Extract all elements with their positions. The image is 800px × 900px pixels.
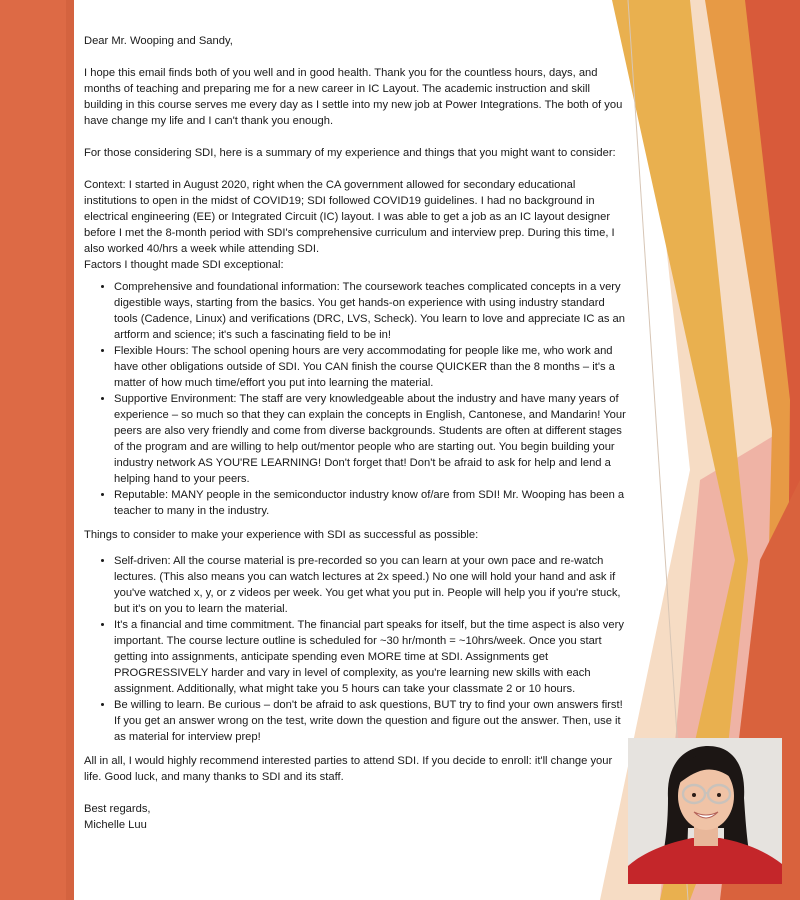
factor-item: • Reputable: MANY people in the semiconductor industry know of/are from SDI! Mr. Wooping has been a teacher to many in the industry.	[114, 487, 630, 519]
summary-intro: For those considering SDI, here is a summary of my experience and things that you might want to consider:	[84, 147, 616, 159]
greeting: Dear Mr. Wooping and Sandy,	[84, 35, 233, 47]
left-orange-band	[0, 0, 74, 900]
left-band-shadow	[66, 0, 74, 900]
consideration-item: • It's a financial and time commitment. The financial part speaks for itself, but the time aspect is also very important. The course lecture outline is scheduled for ~30 hr/month = ~10hrs/week. Once you start getting into assignments, anticipate spending even MORE time at SDI. Assignments get PROGRESSIVELY harder and vary in level of complexity, as you're learning new skills with each assignment. Additionally, what might take you 5 hours can take your classmate 2 or 10 hours.	[114, 617, 630, 697]
eye-right-icon	[717, 793, 721, 797]
factor-item: • Comprehensive and foundational information: The coursework teaches complicated concepts in a very digestible ways, starting from the basics. You get hands-on experience with using industry standard tools (Cadence, Linux) and verifications (DRC, LVS, Scheck). You learn to love and appreciate IC as an artform and science; it's such a fascinating field to be in!	[114, 279, 630, 343]
signature: Michelle Luu	[84, 819, 147, 831]
factor-item: • Supportive Environment: The staff are very knowledgeable about the industry and have many years of experience – so much so that they can explain the concepts in English, Cantonese, and Mandarin! Your peers are also very friendly and come from diverse backgrounds. Students are often at different stages of the program and are willing to help out/mentor people who are starting out. You begin building your industry network AS YOU'RE LEARNING! Don't forget that! Don't be afraid to ask for help and lend a helping hand to your peers.	[114, 391, 630, 487]
letter	[84, 33, 630, 833]
consideration-item: • Self-driven: All the course material is pre-recorded so you can learn at your own pace and re-watch lectures. (This also means you can watch lectures at 2x speed.) No one will hold your hand and ask if you've watched x, y, or z videos per week. You get what you put in. People will help you if you're stuck, but it's on you to learn the material.	[114, 553, 630, 617]
considerations-list	[84, 553, 630, 745]
consideration-item: • Be willing to learn. Be curious – don't be afraid to ask questions, BUT try to find your own answers first! If you get an answer wrong on the test, write down the question and figure out the answer. Then, use it as material for interview prep!	[114, 697, 630, 745]
portrait-photo	[628, 738, 782, 884]
factor-item: • Flexible Hours: The school opening hours are very accommodating for people like me, who work and have other obligations outside of SDI. You CAN finish the course QUICKER than the 8 months – it's a matter of how much time/effort you put into learning the material.	[114, 343, 630, 391]
intro-paragraph: I hope this email finds both of you well and in good health. Thank you for the countless hours, days, and months of teaching and preparing me for a new career in IC Layout. The academic instruction and skill building in this course serves me every day as I settle into my new job at Power Integrations. The both of you have change my life and I can't thank you enough.	[84, 67, 623, 127]
eye-left-icon	[692, 793, 696, 797]
consider-heading: Things to consider to make your experience with SDI as successful as possible:	[84, 529, 479, 541]
signoff: Best regards,	[84, 803, 151, 815]
closing-paragraph: All in all, I would highly recommend interested parties to attend SDI. If you decide to enroll: it'll change your life. Good luck, and many thanks to SDI and its staff.	[84, 755, 613, 783]
factors-heading: Factors I thought made SDI exceptional:	[84, 259, 284, 271]
context-paragraph: Context: I started in August 2020, right when the CA government allowed for secondary educational institutions to open in the midst of COVID19; SDI followed COVID19 guidelines. I had no background in electrical engineering (EE) or Integrated Circuit (IC) layout. I was able to get a job as an IC layout designer before I met the 8-month period with SDI's comprehensive curriculum and interview prep. During this time, I also worked 40/hrs a week while attending SDI.	[84, 179, 615, 255]
factors-list	[84, 279, 630, 519]
